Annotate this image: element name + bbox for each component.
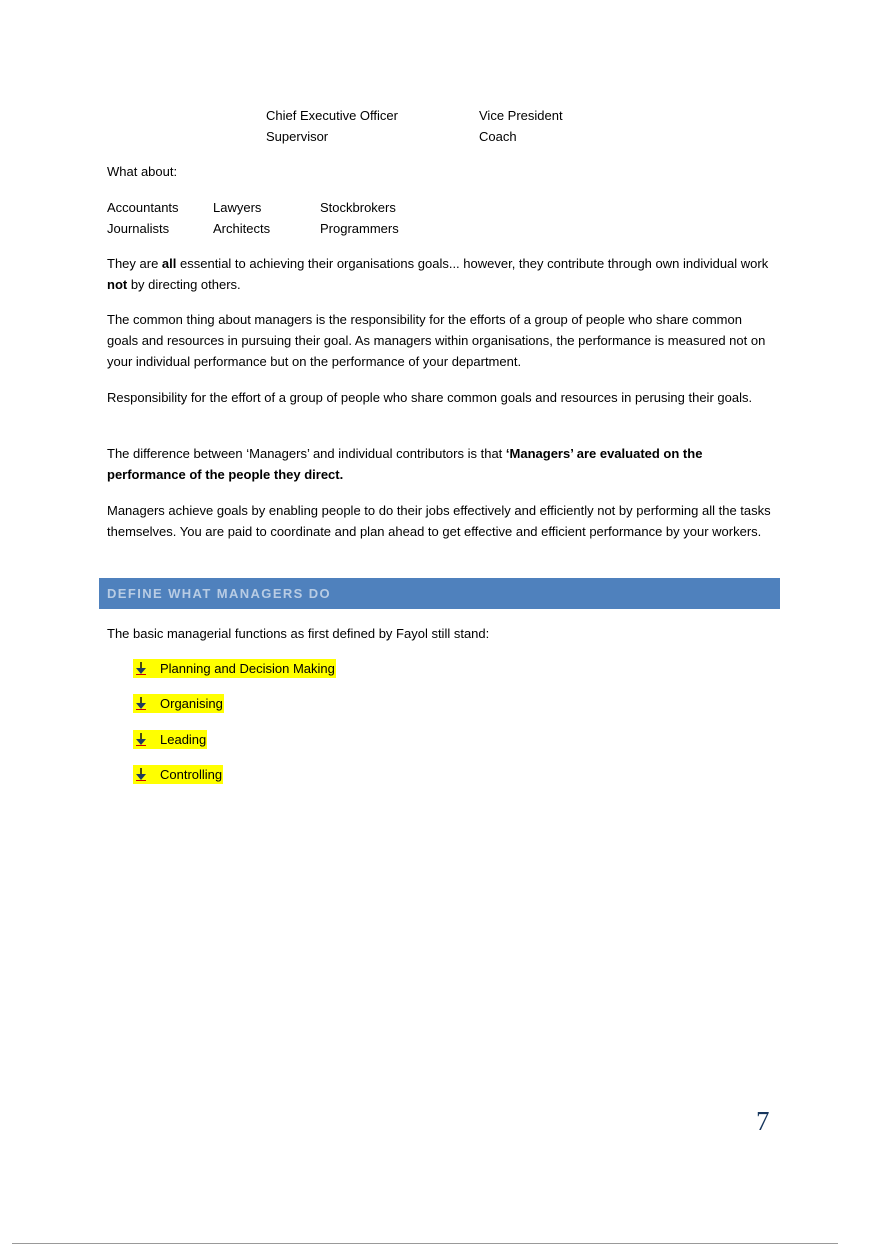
arrow-down-bullet-icon: [133, 730, 149, 749]
list-item-label: Controlling: [160, 767, 223, 782]
list-item: [133, 694, 224, 713]
paragraph-achieve-goals: Managers achieve goals by enabling people to do their jobs effectively and efficiently not by performing all the tasks themselves. You are paid to coordinate and plan ahead to get effective and efficient performance by your workers.: [107, 503, 771, 539]
title-supervisor: Supervisor: [266, 129, 329, 144]
profession-accountants: Accountants: [107, 200, 179, 215]
paragraph-difference: The difference between ‘Managers’ and individual contributors is that ‘Managers’ are evaluated on the performance of the people they direct.: [107, 446, 703, 482]
list-item-label: Leading: [160, 732, 207, 747]
paragraph-common-thing: The common thing about managers is the responsibility for the efforts of a group of people who share common goals and resources in pursuing their goal. As managers within organisations, the performance is measured not on your individual performance but on the performance of your department.: [107, 312, 766, 369]
arrow-down-bullet-icon: [133, 765, 149, 784]
section-heading-text: DEFINE WHAT MANAGERS DO: [107, 586, 332, 601]
arrow-down-bullet-icon: [133, 694, 149, 713]
list-item: [133, 765, 223, 784]
footer-rule: [12, 1243, 838, 1244]
title-ceo: Chief Executive Officer: [266, 108, 398, 123]
list-item: [133, 730, 207, 749]
profession-architects: Architects: [213, 221, 271, 236]
title-coach: Coach: [479, 129, 517, 144]
profession-journalists: Journalists: [107, 221, 170, 236]
what-about-label: What about:: [107, 164, 178, 179]
profession-programmers: Programmers: [320, 221, 399, 236]
page-number: 7: [756, 1106, 770, 1136]
arrow-down-bullet-icon: [133, 659, 149, 678]
list-item-label: Organising: [160, 696, 223, 711]
profession-lawyers: Lawyers: [213, 200, 262, 215]
section-heading-bar: [99, 578, 780, 609]
list-item: [133, 659, 336, 678]
title-vice-president: Vice President: [479, 108, 563, 123]
paragraph-responsibility: Responsibility for the effort of a group of people who share common goals and resources in perusing their goals.: [107, 390, 753, 405]
paragraph-essential: They are all essential to achieving their organisations goals... however, they contribute through own individual work not by directing others.: [107, 256, 769, 292]
profession-stockbrokers: Stockbrokers: [320, 200, 396, 215]
list-item-label: Planning and Decision Making: [160, 661, 335, 676]
functions-intro: The basic managerial functions as first defined by Fayol still stand:: [107, 626, 490, 641]
